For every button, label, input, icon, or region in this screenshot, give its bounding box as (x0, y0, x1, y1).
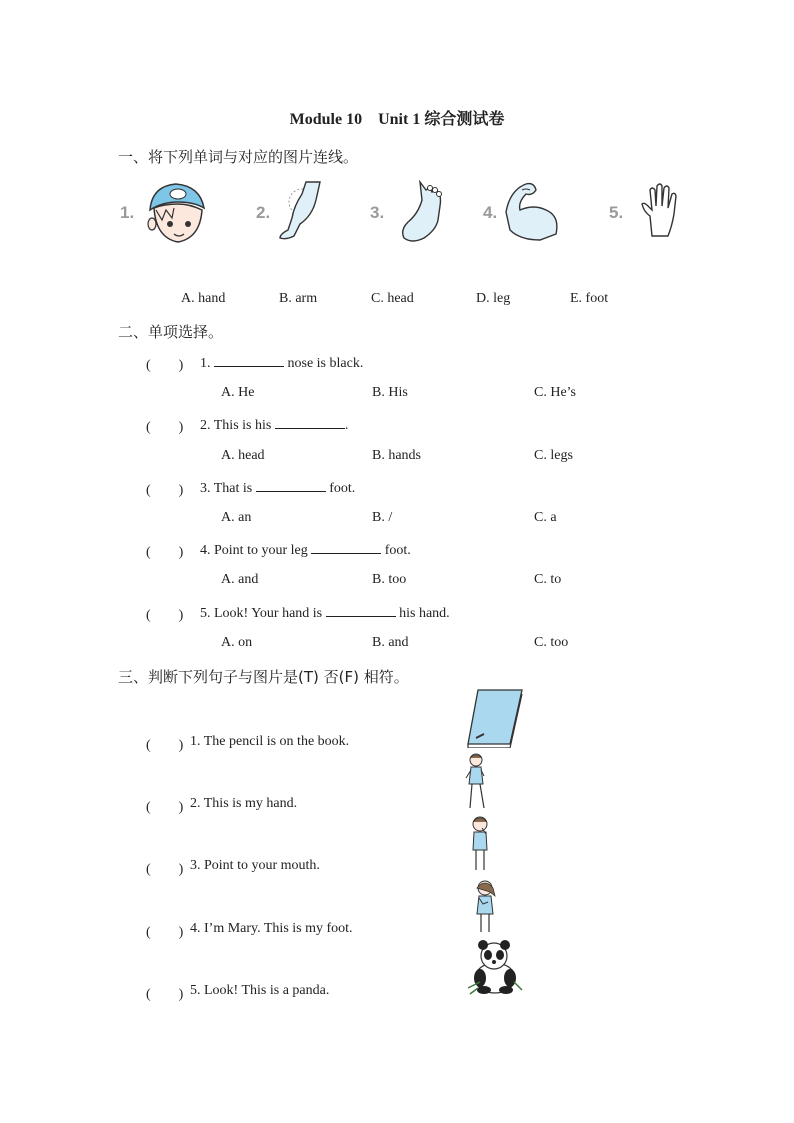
question-text: nose is black. (287, 356, 364, 371)
option-b-arm: B. arm (279, 291, 318, 306)
choice-c: C. legs (534, 448, 573, 463)
answer-paren[interactable]: ( ) (146, 738, 184, 753)
question-text: foot. (384, 543, 411, 558)
question-text: 4. Point to your leg (200, 543, 308, 558)
answer-paren[interactable]: ( ) (146, 987, 184, 1002)
tf-statement-3: 3. Point to your mouth. (190, 858, 320, 873)
choice-b: B. / (372, 510, 393, 525)
panda-icon (466, 938, 524, 996)
fill-blank[interactable] (275, 416, 345, 429)
picture-number-1: 1. (120, 203, 135, 222)
question-text: 3. That is (200, 481, 253, 496)
choice-c: C. too (534, 635, 569, 650)
tf-statement-2: 2. This is my hand. (190, 796, 298, 811)
choice-b: B. too (372, 572, 407, 587)
question-text: 1. (200, 356, 211, 371)
picture-number-2: 2. (256, 203, 271, 222)
option-d-leg: D. leg (476, 291, 511, 306)
foot-icon (392, 180, 446, 244)
choice-c: C. to (534, 572, 562, 587)
answer-paren[interactable]: ( ) (146, 420, 184, 435)
choice-b: B. and (372, 635, 409, 650)
answer-paren[interactable]: ( ) (146, 925, 184, 940)
tf-statement-1: 1. The pencil is on the book. (190, 734, 350, 749)
choice-a: A. head (221, 448, 265, 463)
section3-heading: 三、判断下列句子与图片是(T) 否(F) 相符。 (118, 668, 409, 686)
section1-heading: 一、将下列单词与对应的图片连线。 (118, 148, 359, 166)
choice-c: C. He’s (534, 385, 576, 400)
picture-number-4: 4. (483, 203, 498, 222)
section2-heading: 二、单项选择。 (118, 323, 224, 341)
answer-paren[interactable]: ( ) (146, 862, 184, 877)
arm-icon (500, 180, 564, 242)
answer-paren[interactable]: ( ) (146, 358, 184, 373)
picture-number-5: 5. (609, 203, 624, 222)
boy-head-icon (144, 180, 210, 246)
tf-statement-4: 4. I’m Mary. This is my foot. (190, 921, 353, 936)
girl-foot-icon (470, 878, 500, 934)
choice-a: A. on (221, 635, 253, 650)
mc-question-2 (200, 416, 348, 434)
answer-paren[interactable]: ( ) (146, 483, 184, 498)
answer-paren[interactable]: ( ) (146, 608, 184, 623)
question-text: foot. (329, 481, 356, 496)
option-c-head: C. head (371, 291, 414, 306)
question-text: . (344, 418, 349, 433)
question-text: his hand. (399, 606, 450, 621)
mc-question-4 (200, 541, 411, 559)
fill-blank[interactable] (256, 479, 326, 492)
tf-statement-5: 5. Look! This is a panda. (190, 983, 330, 998)
mc-question-1 (200, 354, 363, 372)
option-e-foot: E. foot (570, 291, 609, 306)
question-text: 2. This is his (200, 418, 272, 433)
question-text: 5. Look! Your hand is (200, 606, 323, 621)
answer-paren[interactable]: ( ) (146, 545, 184, 560)
choice-a: A. an (221, 510, 252, 525)
choice-c: C. a (534, 510, 557, 525)
fill-blank[interactable] (326, 604, 396, 617)
mc-question-5 (200, 604, 450, 622)
choice-b: B. hands (372, 448, 421, 463)
book-pencil-icon (464, 688, 524, 748)
page-title: Module 10 Unit 1 综合测试卷 (289, 111, 505, 128)
fill-blank[interactable] (214, 354, 284, 367)
picture-number-3: 3. (370, 203, 385, 222)
girl-hand-icon (462, 752, 492, 810)
leg-icon (272, 180, 326, 242)
choice-b: B. His (372, 385, 408, 400)
fill-blank[interactable] (311, 541, 381, 554)
answer-paren[interactable]: ( ) (146, 800, 184, 815)
hand-icon (640, 182, 686, 238)
choice-a: A. He (221, 385, 255, 400)
mc-question-3 (200, 479, 355, 497)
option-a-hand: A. hand (181, 291, 226, 306)
boy-mouth-icon (466, 814, 494, 872)
choice-a: A. and (221, 572, 259, 587)
